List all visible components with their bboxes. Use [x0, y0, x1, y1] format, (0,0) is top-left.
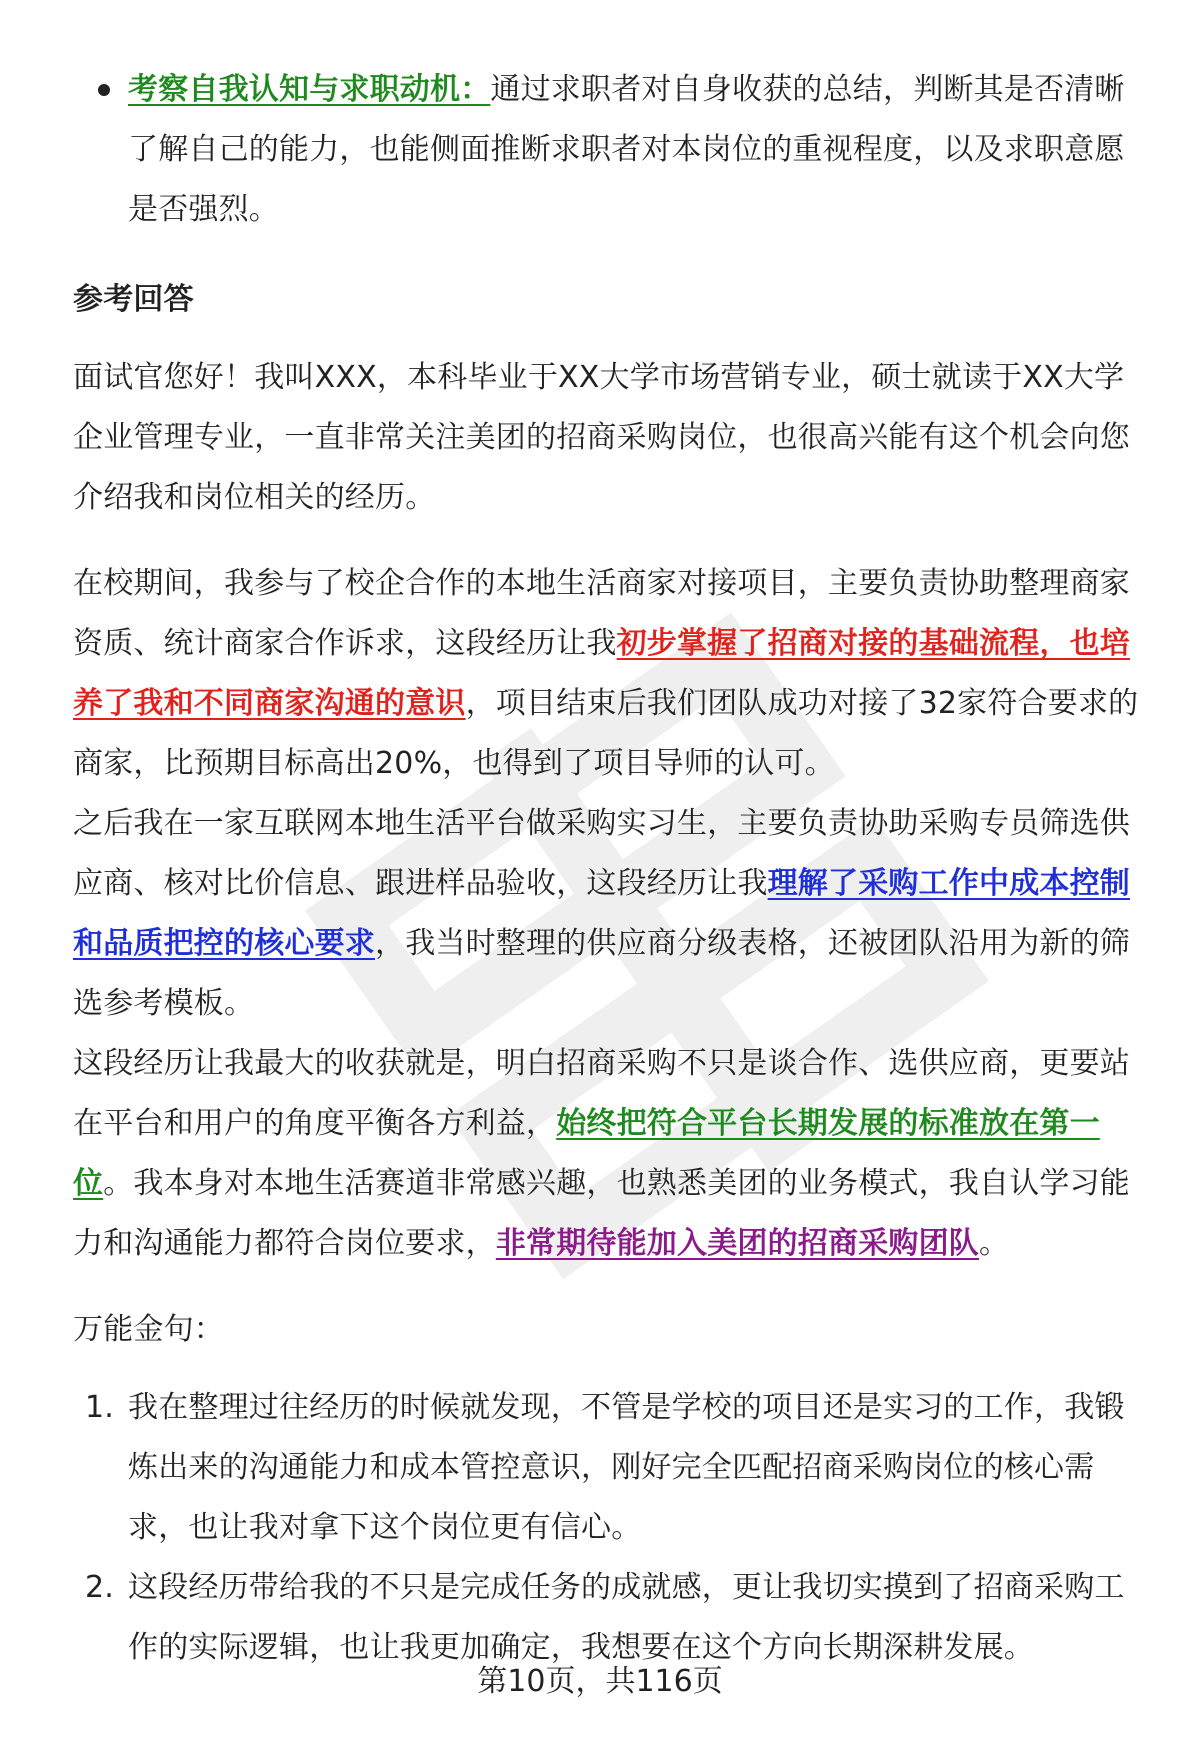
list-item-number: 2. — [85, 1570, 115, 1605]
bullet-item — [73, 60, 1148, 240]
list-item-text: 这段经历带给我的不只是完成任务的成就感，更让我切实摸到了招商采购工作的实际逻辑，也让我更加确定，我想要在这个方向长期深耕发展。 — [128, 1570, 1125, 1665]
list-item-number: 1. — [85, 1390, 115, 1425]
page-footer: 第10页，共116页 — [477, 1664, 723, 1699]
internship-paragraph — [73, 794, 1148, 1034]
gain-paragraph — [73, 1034, 1148, 1274]
internship-text-after: ，我当时整理的供应商分级表格，还被团队沿用为新的筛选参考模板。 — [73, 926, 1130, 1021]
gain-text-middle: 。我本身对本地生活赛道非常感兴趣，也熟悉美团的业务模式，我自认学习能力和沟通能力都符合岗位要求， — [73, 1166, 1131, 1261]
bullet-paragraph — [128, 60, 1148, 240]
gain-text-end: 。 — [979, 1226, 1010, 1261]
bullet-text: 通过求职者对自身收获的总结，判断其是否清晰了解自己的能力，也能侧面推断求职者对本岗位的重视程度，以及求职意愿是否强烈。 — [128, 72, 1125, 227]
bullet-dot-icon — [98, 84, 110, 96]
campus-highlight: 初步掌握了招商对接的基础流程，也培养了我和不同商家沟通的意识 — [73, 626, 1131, 721]
list-item — [73, 1558, 1148, 1678]
intro-paragraph: 面试官您好！我叫XXX，本科毕业于XX大学市场营销专业，硕士就读于XX大学企业管理专业，一直非常关注美团的招商采购岗位，也很高兴能有这个机会向您介绍我和岗位相关的经历。 — [73, 360, 1130, 515]
gain-text-before: 这段经历让我最大的收获就是，明白招商采购不只是谈合作、选供应商，更要站在平台和用户的角度平衡各方利益， — [73, 1046, 1130, 1141]
gain-highlight-green: 始终把符合平台长期发展的标准放在第一位 — [73, 1106, 1100, 1201]
campus-text-after: ，项目结束后我们团队成功对接了32家符合要求的商家，比预期目标高出20%，也得到了项目导师的认可。 — [73, 686, 1139, 781]
internship-text-before: 之后我在一家互联网本地生活平台做采购实习生，主要负责协助采购专员筛选供应商、核对比价信息、跟进样品验收，这段经历让我 — [73, 806, 1130, 901]
campus-text-before: 在校期间，我参与了校企合作的本地生活商家对接项目，主要负责协助整理商家资质、统计商家合作诉求，这段经历让我 — [73, 566, 1130, 661]
internship-highlight: 理解了采购工作中成本控制和品质把控的核心要求 — [73, 866, 1131, 961]
bullet-label: 考察自我认知与求职动机： — [128, 72, 491, 107]
golden-list — [73, 1378, 1148, 1678]
answer-heading: 参考回答 — [73, 282, 194, 317]
golden-heading: 万能金句： — [73, 1312, 224, 1347]
document-content — [73, 60, 1148, 1678]
campus-paragraph — [73, 554, 1148, 794]
list-item — [73, 1378, 1148, 1558]
list-item-text: 我在整理过往经历的时候就发现，不管是学校的项目还是实习的工作，我锻炼出来的沟通能力和成本管控意识，刚好完全匹配招商采购岗位的核心需求，也让我对拿下这个岗位更有信心。 — [128, 1390, 1125, 1545]
gain-highlight-purple: 非常期待能加入美团的招商采购团队 — [495, 1226, 980, 1261]
